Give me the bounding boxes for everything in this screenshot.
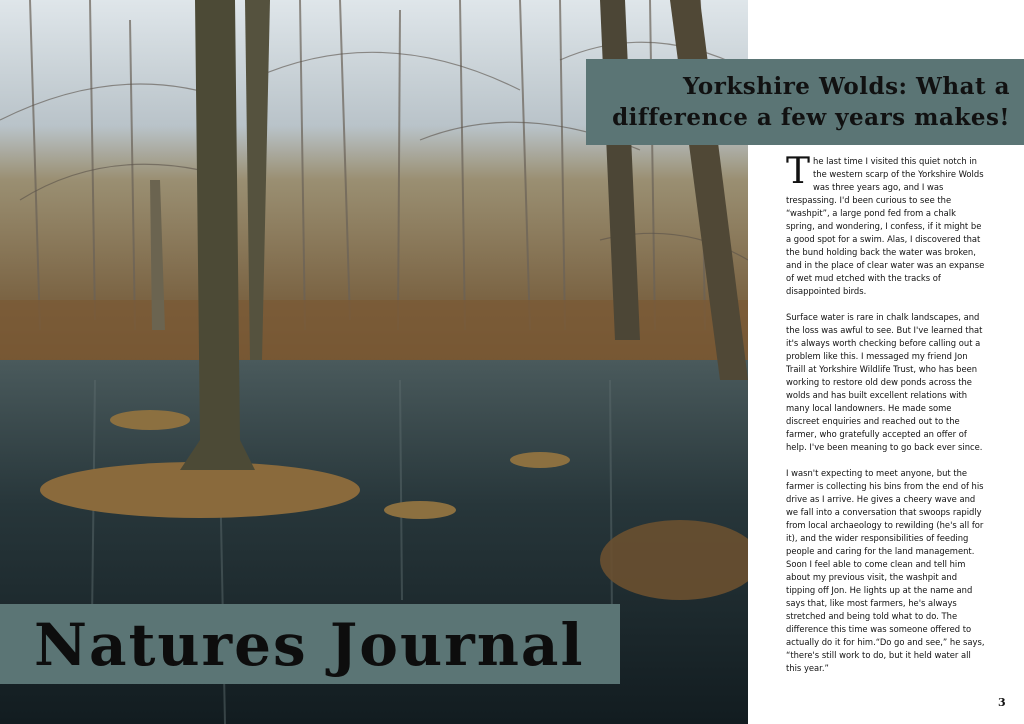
- article-paragraph-2: Surface water is rare in chalk landscapes, and the loss was awful to see. But I've learned that it's always worth checking before calling out a problem like this. I messaged my friend Jon Traill at Yorkshire Wildlife Trust, who has been working to restore old dew ponds across the wolds and has built excellent relations with many local landowners. He made some discreet enquiries and reached out to the farmer, who gratefully accepted an offer of help. I've been meaning to go back ever since.: [786, 312, 983, 452]
- page-number: 3: [998, 696, 1006, 709]
- masthead-box: [0, 604, 620, 684]
- drop-cap: T: [786, 151, 811, 192]
- article-paragraph-1: [786, 151, 986, 298]
- magazine-masthead: Natures Journal: [34, 611, 585, 679]
- article-body: [786, 151, 986, 688]
- article-paragraph-3: I wasn't expecting to meet anyone, but the farmer is collecting his bins from the end of his drive as I arrive. He gives a cheery wave and we fall into a conversation that swoops rapidly from local archaeology to rewilding (he's all for it), and the wider responsibilities of feeding people and caring for the land management. Soon I feel able to come clean and tell him about my previous visit, the washpit and tipping off Jon. He lights up at the name and says that, like most farmers, he's always stretched and being told what to do. The difference this time was someone offered to actually do it for him.“Do go and see,” he says, “there's still work to do, but it held water all this year.”: [786, 468, 985, 673]
- headline-box: [586, 59, 1024, 145]
- paragraph-1-text: he last time I visited this quiet notch in the western scarp of the Yorkshire Wolds was three years ago, and I was trespassing. I'd been curious to see the “washpit”, a large pond fed from a chalk spring, and wondering, I confess, if it might be a good spot for a swim. Alas, I discovered that the bund holding back the water was broken, and in the place of clear water was an expanse of wet mud etched with the tracks of disappointed birds.: [786, 156, 985, 296]
- article-headline: Yorkshire Wolds: What a difference a few years makes!: [612, 73, 1010, 131]
